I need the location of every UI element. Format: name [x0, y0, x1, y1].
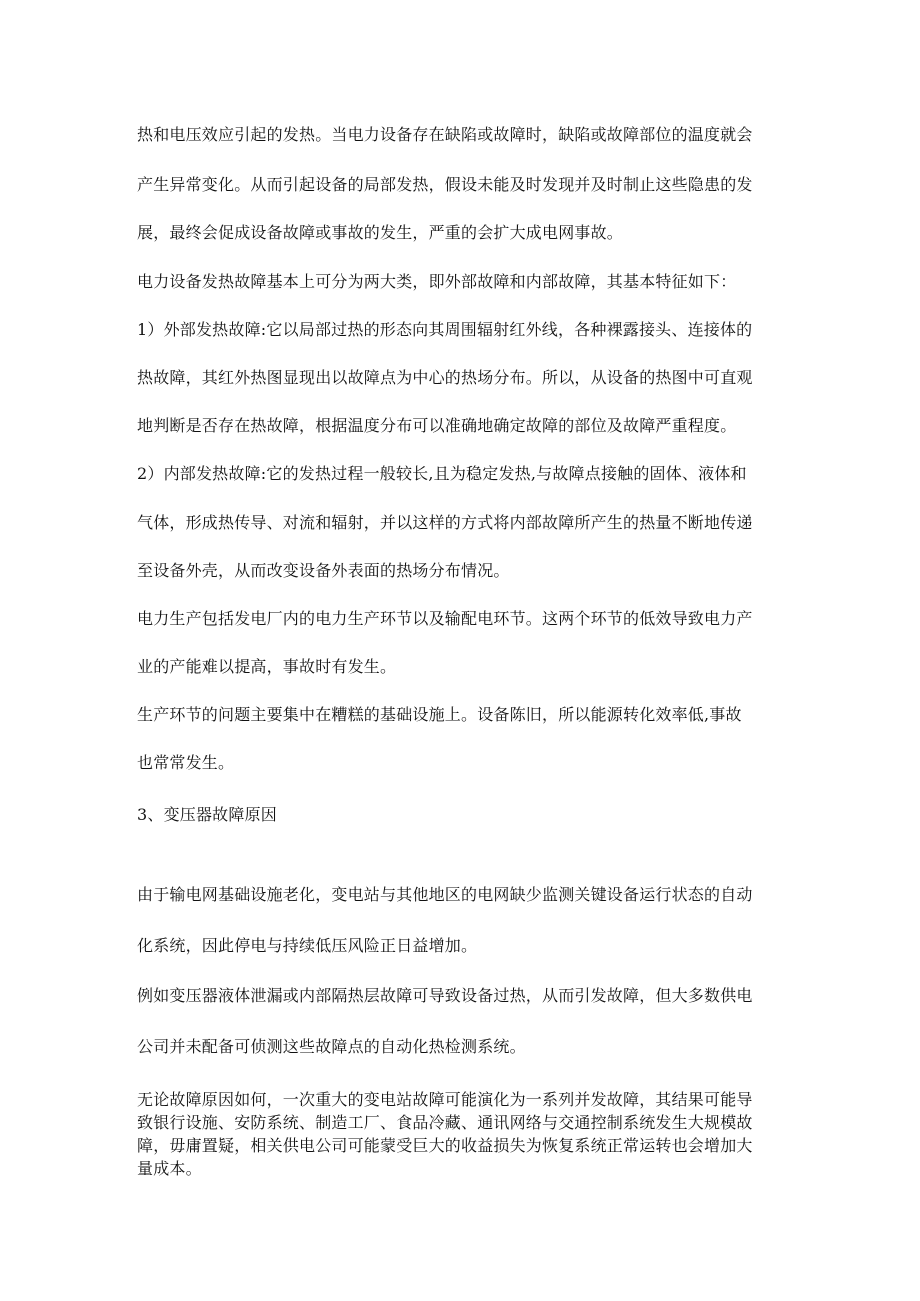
- body-text-line: 电力生产包括发电厂内的电力生产环节以及输配电环节。这两个环节的低效导致电力产: [137, 609, 753, 628]
- final-paragraph-line: 障，毋庸置疑，相关供电公司可能蒙受巨大的收益损失为恢复系统正常运转也会增加大: [137, 1136, 753, 1155]
- body-text-line: 产生异常变化。从而引起设备的局部发热，假设未能及时发现并及时制止这些隐患的发: [137, 175, 753, 194]
- body-text-line: 化系统，因此停电与持续低压风险正日益增加。: [137, 936, 478, 955]
- body-text-line: 也常常发生。: [137, 753, 235, 772]
- final-paragraph-line: 无论故障原因如何，一次重大的变电站故障可能演化为一系列并发故障，其结果可能导: [137, 1090, 753, 1109]
- body-text-line: 地判断是否存在热故障，根据温度分布可以准确地确定故障的部位及故障严重程度。: [137, 416, 737, 435]
- final-paragraph: [137, 1088, 787, 1180]
- body-text-line: 至设备外壳，从而改变设备外表面的热场分布情况。: [137, 561, 510, 580]
- body-text-line: 生产环节的问题主要集中在糟糕的基础设施上。设备陈旧，所以能源转化效率低,事故: [137, 705, 742, 724]
- section-heading: 3、变压器故障原因: [137, 805, 277, 824]
- body-text-line: 气体，形成热传导、对流和辐射，并以这样的方式将内部故障所产生的热量不断地传递: [137, 513, 753, 532]
- body-text-line: 电力设备发热故障基本上可分为两大类，即外部故障和内部故障，其基本特征如下：: [137, 272, 737, 291]
- body-text-line: 业的产能难以提高，事故时有发生。: [137, 657, 397, 676]
- body-text-line: 热故障，其红外热图显现出以故障点为中心的热场分布。所以，从设备的热图中可直观: [137, 368, 753, 387]
- body-text-line: 展，最终会促成设备故障或事故的发生，严重的会扩大成电网事故。: [137, 223, 624, 242]
- body-text-line: 公司并未配备可侦测这些故障点的自动化热检测系统。: [137, 1037, 526, 1056]
- body-text-line: 1）外部发热故障:它以局部过热的形态向其周围辐射红外线，各种裸露接头、连接体的: [137, 320, 753, 339]
- final-paragraph-line: 致银行设施、安防系统、制造工厂、食品冷藏、通讯网络与交通控制系统发生大规模故: [137, 1113, 753, 1132]
- body-text-line: 热和电压效应引起的发热。当电力设备存在缺陷或故障时，缺陷或故障部位的温度就会: [137, 125, 753, 144]
- body-text-line: 2）内部发热故障:它的发热过程一般较长,且为稳定发热,与故障点接触的固体、液体和: [137, 464, 747, 483]
- body-text-line: 由于输电网基础设施老化，变电站与其他地区的电网缺少监测关键设备运行状态的自动: [137, 885, 753, 904]
- final-paragraph-line: 量成本。: [137, 1159, 202, 1178]
- body-text-line: 例如变压器液体泄漏或内部隔热层故障可导致设备过热，从而引发故障，但大多数供电: [137, 986, 753, 1005]
